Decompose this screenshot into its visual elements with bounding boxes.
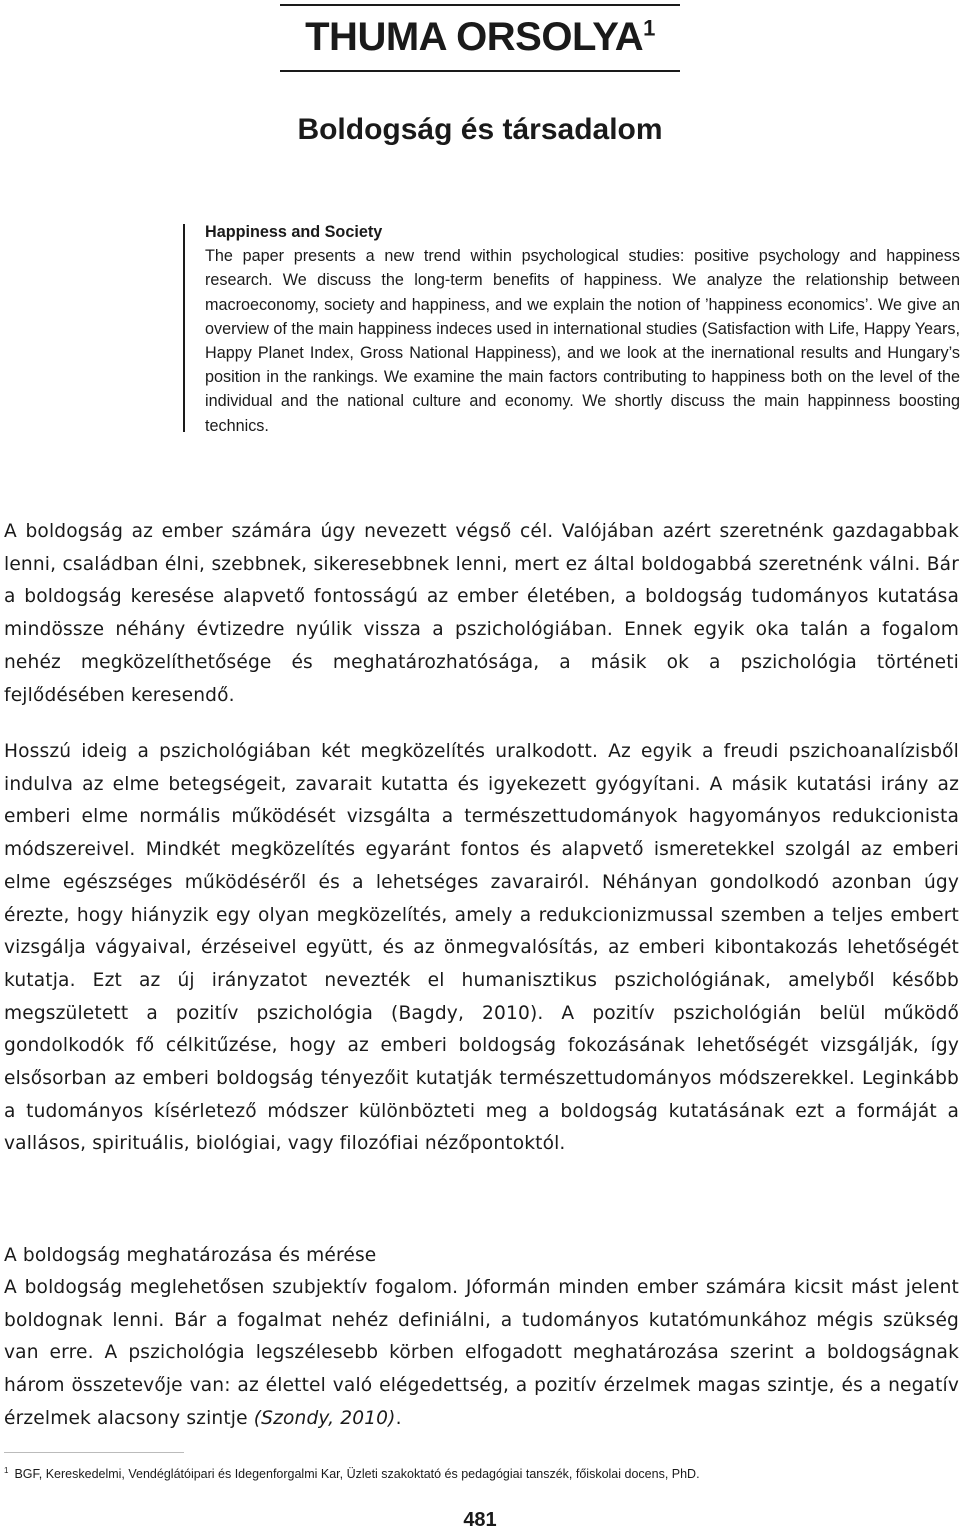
footnote-text: BGF, Kereskedelmi, Vendéglátóipari és Idegenforgalmi Kar, Üzleti szakoktató és pedagógiai tanszék, főiskolai docens, PhD. — [14, 1467, 700, 1482]
abstract — [205, 220, 960, 438]
citation: (Szondy, 2010) — [253, 1407, 396, 1429]
body-paragraph-1: A boldogság az ember számára úgy nevezett végső cél. Valójában azért szeretnénk gazdagabbak lenni, családban élni, szebbnek, sikeresebbnek lenni, mert ez által boldogabbá szeretnénk válni. Bár a boldogság keresése alapvető fontosságú az ember életében, a boldogság tudományos kutatása mindössze néhány évtizedre nyúlik vissza a pszichológiában. Ennek egyik oka talán a fogalom nehéz megközelíthetősége és meghatározhatósága, a másik ok a pszichológia történeti fejlődésében keresendő. — [4, 521, 959, 706]
abstract-side-rule — [183, 224, 185, 432]
abstract-text: The paper presents a new trend within psychological studies: positive psychology and happiness research. We discuss the long-term benefits of happiness. We analyze the relationship between macroeconomy, society and happiness, and we explain the notion of ’happiness economics’. We give an overview of the main happiness indeces used in international studies (Satisfaction with Life, Happy Years, Happy Planet Index, Gross National Happiness), and we look at the inernational results and Hungary’s position in the rankings. We examine the main factors contributing to happiness both on the level of the individual and the national culture and economy. We shortly discuss the main happinness boosting technics. — [205, 247, 960, 435]
abstract-heading: Happiness and Society — [205, 223, 383, 241]
author-footnote-mark: 1 — [643, 15, 655, 41]
footnote-rule — [4, 1452, 184, 1453]
footnote — [4, 1462, 959, 1483]
page-number: 481 — [463, 1509, 497, 1531]
paper-title: Boldogság és társadalom — [297, 113, 663, 146]
footnote-mark: 1 — [4, 1466, 9, 1475]
body-paragraph-3: A boldogság meglehetősen szubjektív fogalom. Jóformán minden ember számára kicsit mást jelent boldognak lenni. Bár a fogalmat nehéz definiálni, a tudományos kutatómunkához mégis szükség van erre. A pszichológia legszélesebb körben elfogadott meghatározása szerint a boldogságnak három összetevője van: az élettel való elégedettség, a pozitív érzelmek magas szintje, és a negatív érzelmek alacsony szintje (Szondy, 2010). — [4, 1277, 959, 1429]
body-paragraph-2: Hosszú ideig a pszichológiában két megközelítés uralkodott. Az egyik a freudi pszichoanalízisből indulva az elme betegségeit, zavarait kutatta és igyekezett gyógyítani. A másik kutatási irány az emberi elme normális működését vizsgálta a természettudományok hagyományos redukcionista módszereivel. Mindkét megközelítés egyaránt fontos és alapvető ismeretekkel szolgál az emberi elme egészséges működéséről és a lehetséges zavarairól. Néhányan gondolkodó azonban úgy érezte, hogy hiányzik egy olyan megközelítés, amely a redukcionizmussal szemben a teljes embert vizsgálja vágyaival, érzéseivel együtt, és az önmegvalósítás, az emberi kibontakozás lehetőségét kutatja. Ezt az új irányzatot nevezték el humanisztikus pszichológiának, amelyből később megszületett a pozitív pszichológia (Bagdy, 2010). A pozitív pszichológián belül működő gondolkodók fő célkitűzése, hogy az emberi boldogság fokozásának lehetőségét vizsgálják, így elsősorban az emberi boldogság tényezőit kutatják természettudományos módszerekkel. Leginkább a tudományos kísérletező módszer különbözteti meg a boldogság kutatásának ezt a formáját a vallásos, spirituális, biológiai, vagy filozófiai nézőpontoktól. — [4, 741, 959, 1155]
author-name: THUMA ORSOLYA$^1$ — [305, 15, 655, 59]
title-top-rule — [280, 4, 680, 6]
section-title: A boldogság meghatározása és mérése — [4, 1245, 377, 1266]
title-bottom-rule — [280, 70, 680, 72]
